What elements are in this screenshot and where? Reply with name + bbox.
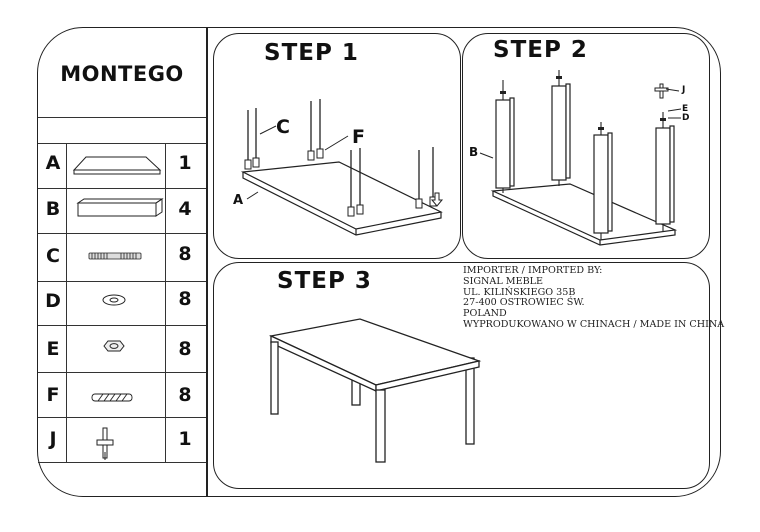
part-letter-e: E: [46, 338, 60, 360]
part-qty-e: 8: [178, 338, 192, 360]
step-3-title: STEP 3: [277, 268, 372, 294]
step-2-label-e: E: [682, 104, 689, 114]
part-qty-d: 8: [178, 288, 192, 310]
step-2-label-j: J: [682, 85, 686, 95]
part-letter-f: F: [46, 384, 60, 406]
part-letter-b: B: [45, 198, 61, 220]
step-1-label-c: C: [276, 116, 290, 138]
importer-line: 27-400 OSTROWIEC ŚW.: [463, 297, 585, 309]
step-1-label-a: A: [233, 193, 244, 208]
part-letter-j: J: [49, 428, 57, 450]
part-qty-b: 4: [178, 198, 192, 220]
importer-line: POLAND: [463, 308, 507, 320]
importer-info: [463, 266, 724, 331]
part-letter-a: A: [45, 152, 61, 174]
part-qty-j: 1: [178, 428, 192, 450]
step-1-title: STEP 1: [264, 40, 359, 66]
importer-line: UL. KILIŃSKIEGO 35B: [463, 286, 576, 298]
product-title: MONTEGO: [60, 62, 184, 86]
importer-line: WYPRODUKOWANO W CHINACH / MADE IN CHINA: [463, 318, 725, 330]
importer-line: SIGNAL MEBLE: [463, 275, 544, 287]
importer-line: IMPORTER / IMPORTED BY:: [463, 265, 603, 276]
part-qty-c: 8: [178, 243, 192, 265]
part-letter-d: D: [45, 290, 61, 312]
part-qty-f: 8: [178, 384, 192, 406]
step-2-title: STEP 2: [493, 37, 588, 63]
part-letter-c: C: [46, 245, 60, 267]
part-qty-a: 1: [178, 152, 192, 174]
step-1-label-f: F: [352, 126, 365, 148]
assembled-table-drawing: [271, 319, 479, 462]
step-2-label-d: D: [682, 113, 690, 123]
step-2-label-b: B: [469, 145, 479, 159]
